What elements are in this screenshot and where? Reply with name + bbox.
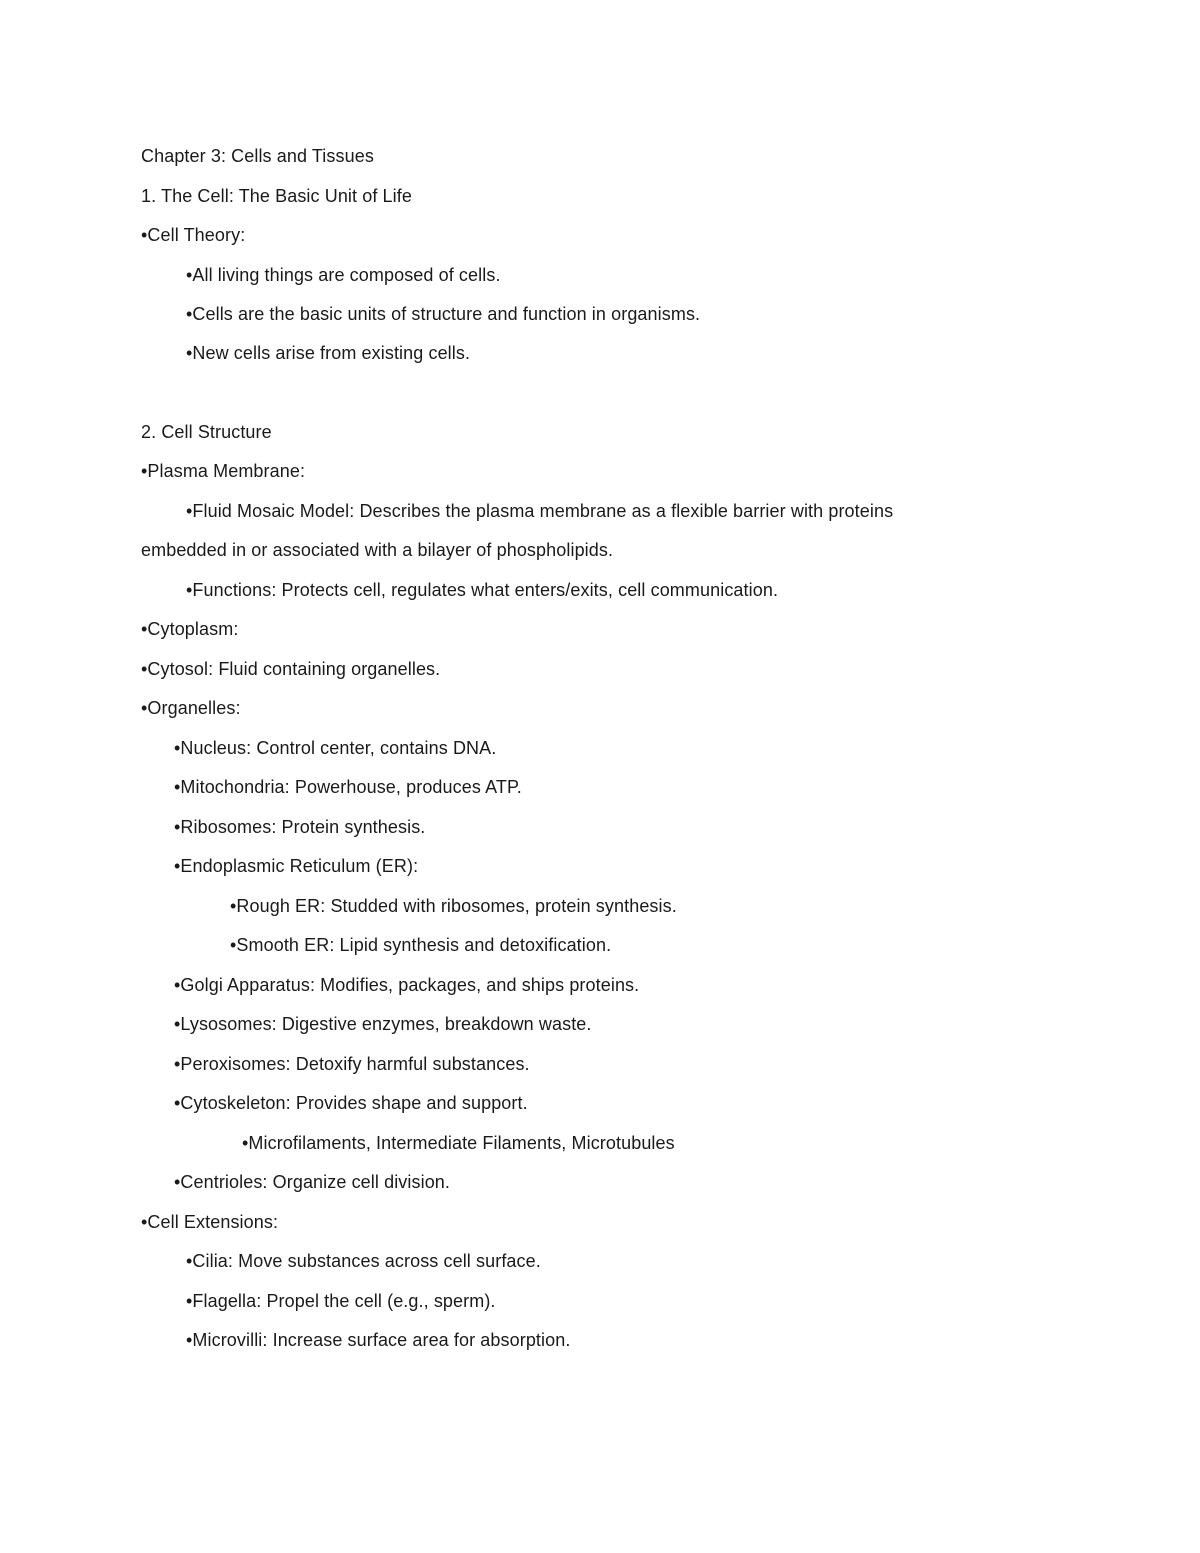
cell-theory-item: •All living things are composed of cells. [186,265,501,285]
section-heading-structure: 2. Cell Structure [141,422,272,442]
fluid-mosaic-line-2: embedded in or associated with a bilayer of phospholipids. [141,540,614,560]
cytoskeleton-subitem: •Microfilaments, Intermediate Filaments, Microtubules [242,1133,675,1153]
cell-theory-item: •Cells are the basic units of structure and function in organisms. [186,304,701,324]
organelle-item: •Lysosomes: Digestive enzymes, breakdown waste. [174,1014,592,1034]
fluid-mosaic-line-1: •Fluid Mosaic Model: Describes the plasma membrane as a flexible barrier with proteins [186,501,894,521]
cell-theory-item: •New cells arise from existing cells. [186,343,471,363]
cytosol-item: •Cytosol: Fluid containing organelles. [141,659,441,679]
organelle-item: •Endoplasmic Reticulum (ER): [174,856,419,876]
plasma-membrane-label: •Plasma Membrane: [141,461,306,481]
organelle-item: •Golgi Apparatus: Modifies, packages, and ships proteins. [174,975,640,995]
cell-theory-label: •Cell Theory: [141,225,246,245]
organelle-item: •Mitochondria: Powerhouse, produces ATP. [174,777,522,797]
chapter-title: Chapter 3: Cells and Tissues [141,146,374,166]
cytoplasm-label: •Cytoplasm: [141,619,239,639]
membrane-functions: •Functions: Protects cell, regulates what enters/exits, cell communication. [186,580,779,600]
cell-extensions-label: •Cell Extensions: [141,1212,279,1232]
organelle-item: •Nucleus: Control center, contains DNA. [174,738,497,758]
er-subitem: •Smooth ER: Lipid synthesis and detoxification. [230,935,612,955]
section-heading-cell: 1. The Cell: The Basic Unit of Life [141,186,412,206]
extension-item: •Cilia: Move substances across cell surface. [186,1251,541,1271]
extension-item: •Flagella: Propel the cell (e.g., sperm). [186,1291,496,1311]
organelle-item: •Cytoskeleton: Provides shape and support. [174,1093,528,1113]
extension-item: •Microvilli: Increase surface area for absorption. [186,1330,571,1350]
organelle-item: •Ribosomes: Protein synthesis. [174,817,426,837]
er-subitem: •Rough ER: Studded with ribosomes, protein synthesis. [230,896,677,916]
organelle-item: •Centrioles: Organize cell division. [174,1172,451,1192]
organelles-label: •Organelles: [141,698,241,718]
organelle-item: •Peroxisomes: Detoxify harmful substances. [174,1054,530,1074]
